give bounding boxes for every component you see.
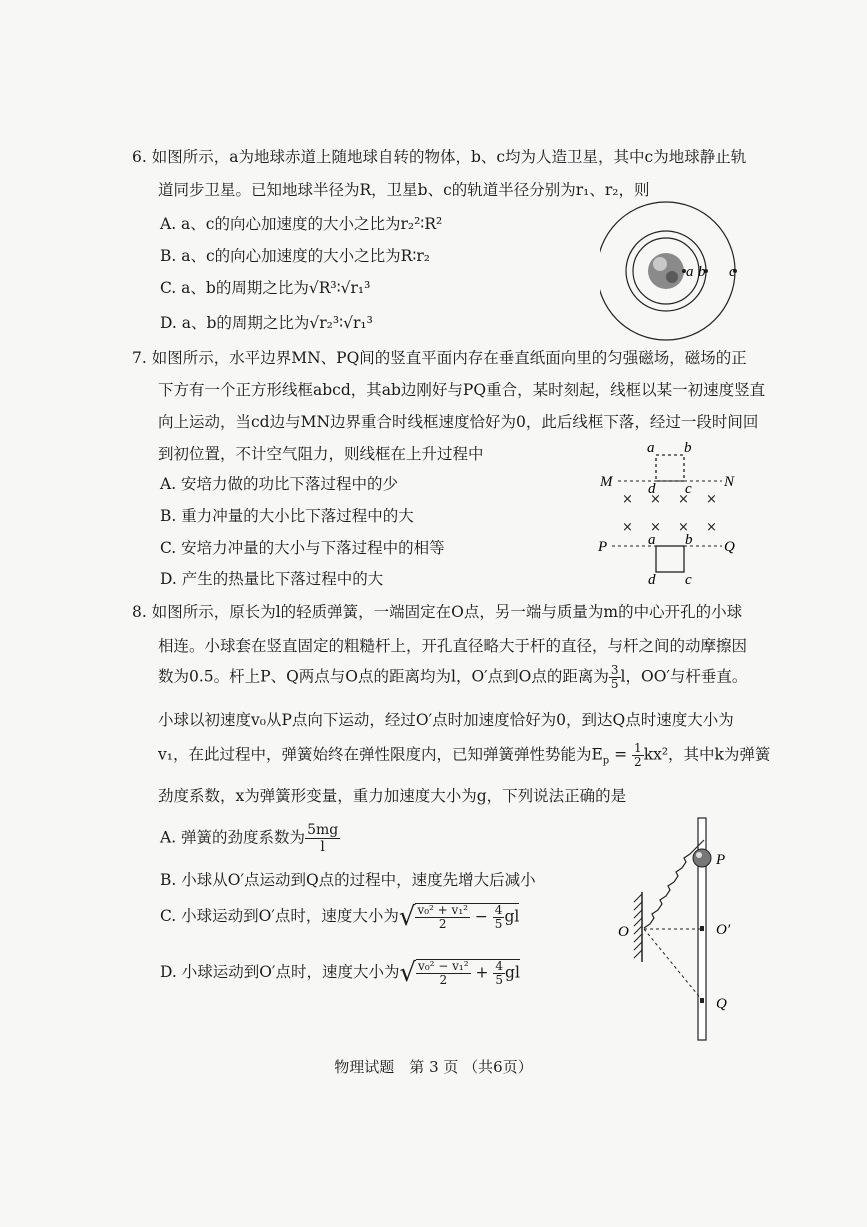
q8-option-c xyxy=(160,902,519,932)
page-footer: 物理试题 第 3 页 （共6页） xyxy=(334,1058,533,1076)
field-x: × xyxy=(650,492,661,507)
q7-option-b: B. 重力冲量的大小比下落过程中的大 xyxy=(160,507,414,525)
q6-label-a: a xyxy=(686,264,694,280)
dashed-frame xyxy=(656,455,684,481)
q8-stem-line5 xyxy=(158,742,770,769)
q8-optC-prefix: C. 小球运动到O′点时，速度大小为 xyxy=(160,907,399,925)
q6-option-c: C. a、b的周期之比为√R³∶√r₁³ xyxy=(160,279,371,297)
frac-den: l xyxy=(320,839,325,855)
q8-line3-text-b: l，OO′与杆垂直。 xyxy=(620,667,748,686)
q8-stem-line3 xyxy=(158,664,747,691)
q7-stem-line4: 到初位置，不计空气阻力，则线框在上升过程中 xyxy=(158,445,484,463)
frac-den: 2 xyxy=(438,917,447,931)
q6-stem-line1: 6. 如图所示，a为地球赤道上随地球自转的物体，b、c均为人造卫星，其中c为地球静止轨 xyxy=(132,148,747,166)
frac-num: v₀² − v₁² xyxy=(418,959,469,973)
sqrt-sign: √ xyxy=(398,902,416,932)
q7-bot-b: b xyxy=(685,532,693,548)
q8-optD-prefix: D. 小球运动到O′点时，速度大小为 xyxy=(160,963,400,981)
q8-stem-line6: 劲度系数，x为弹簧形变量，重力加速度大小为g，下列说法正确的是 xyxy=(158,787,627,805)
q7-label-M: M xyxy=(600,474,613,490)
frac-num: 4 xyxy=(495,959,504,973)
frac-num: v₀² + v₁² xyxy=(417,903,468,917)
ball xyxy=(693,849,711,867)
q8-optC-tail: gl xyxy=(504,907,520,926)
frac-den: 5 xyxy=(494,917,503,931)
fraction-4-5 xyxy=(493,904,505,931)
q8-label-Q: Q xyxy=(716,996,727,1012)
q7-option-a: A. 安培力做的功比下落过程中的少 xyxy=(160,475,399,493)
q8-stem-line1: 8. 如图所示，原长为l的轻质弹簧，一端固定在O点，另一端与质量为m的中心开孔的小球 xyxy=(132,603,743,621)
q8-line5-text-a: v₁，在此过程中，弹簧始终在弹性限度内，已知弹簧弹性势能为E xyxy=(158,745,603,764)
q7-label-N: N xyxy=(724,474,735,490)
q6-option-a: A. a、c的向心加速度的大小之比为r₂²∶R² xyxy=(160,215,443,233)
sqrt-body xyxy=(416,959,520,987)
solid-frame xyxy=(656,546,684,572)
fraction-v-diff xyxy=(416,960,470,987)
frac-den: 2 xyxy=(439,973,448,987)
q7-top-c: c xyxy=(685,481,692,497)
q7-magnetic-field-figure xyxy=(590,438,750,588)
q8-optC-op: − xyxy=(469,907,493,926)
frac-num: 4 xyxy=(494,903,503,917)
q8-option-b: B. 小球从O′点运动到Q点的过程中，速度先增大后减小 xyxy=(160,871,536,889)
q7-top-d: d xyxy=(648,481,656,497)
frac-den: 5 xyxy=(495,973,504,987)
q7-stem-line2: 下方有一个正方形线框abcd，其ab边刚好与PQ重合，某时刻起，线框以某一初速度竖直 xyxy=(158,381,766,399)
q8-optD-tail: gl xyxy=(505,963,520,982)
q6-label-b: b xyxy=(698,264,706,280)
q8-line5-text-c: kx²，其中k为弹簧 xyxy=(643,745,771,764)
q7-option-d: D. 产生的热量比下落过程中的大 xyxy=(160,570,384,588)
q7-top-b: b xyxy=(684,440,692,456)
field-x: × xyxy=(650,520,661,535)
frac-den: 5 xyxy=(610,677,619,691)
q8-line5-sub: p xyxy=(602,755,610,767)
sqrt-sign: √ xyxy=(399,958,417,988)
q8-optA-prefix: A. 弹簧的劲度系数为 xyxy=(160,828,306,847)
q6-label-c: c xyxy=(729,264,736,280)
q8-spring-rod-figure xyxy=(612,812,752,1044)
frac-num: 1 xyxy=(634,741,642,755)
field-x: × xyxy=(622,520,633,535)
frac-num: 3 xyxy=(610,663,619,677)
q8-stem-line2: 相连。小球套在竖直固定的粗糙杆上，开孔直径略大于杆的直径，与杆之间的动摩擦因 xyxy=(158,637,748,655)
q6-option-b: B. a、c的向心加速度的大小之比为R∶r₂ xyxy=(160,247,430,265)
field-x: × xyxy=(678,520,689,535)
q6-option-d: D. a、b的周期之比为√r₂³∶√r₁³ xyxy=(160,314,373,332)
fraction-v-sum xyxy=(415,904,469,931)
field-x: × xyxy=(622,492,633,507)
field-x: × xyxy=(706,492,717,507)
q8-stem-line4: 小球以初速度v₀从P点向下运动，经过O′点时加速度恰好为0，到达Q点时速度大小为 xyxy=(158,711,734,729)
earth xyxy=(648,253,684,289)
q7-bot-d: d xyxy=(648,572,656,588)
q8-option-d xyxy=(160,958,520,988)
q7-label-Q: Q xyxy=(724,539,735,555)
q8-line3-text-a: 数为0.5。杆上P、Q两点与O点的距离均为l，O′点到O点的距离为 xyxy=(158,667,609,686)
q8-label-O: O xyxy=(618,924,629,940)
fraction-4-5 xyxy=(493,960,505,987)
q6-stem-line2: 道同步卫星。已知地球半径为R，卫星b、c的轨道半径分别为r₁、r₂，则 xyxy=(158,181,650,199)
q7-bot-c: c xyxy=(685,572,692,588)
q6-orbit-figure xyxy=(600,200,780,345)
frac-num: 5mg xyxy=(307,822,339,838)
q7-bot-a: a xyxy=(648,532,656,548)
frac-den: 2 xyxy=(634,755,642,769)
q7-label-P: P xyxy=(598,539,608,555)
q7-option-c: C. 安培力冲量的大小与下落过程中的相等 xyxy=(160,539,445,557)
fraction-3-5 xyxy=(609,664,621,691)
fraction-5mg-l xyxy=(305,822,340,855)
q7-top-a: a xyxy=(647,440,655,456)
sqrt-body xyxy=(415,903,519,931)
q8-label-Oprime: O′ xyxy=(716,922,731,938)
q8-option-a xyxy=(160,822,340,855)
fraction-1-2 xyxy=(632,742,644,769)
q7-stem-line3: 向上运动，当cd边与MN边界重合时线框速度恰好为0，此后线框下落，经过一段时间回 xyxy=(158,413,759,431)
q8-label-P: P xyxy=(716,852,726,868)
q8-optD-op: + xyxy=(470,963,494,982)
q8-line5-eq: = xyxy=(609,745,633,764)
field-x: × xyxy=(706,520,717,535)
q7-stem-line1: 7. 如图所示，水平边界MN、PQ间的竖直平面内存在垂直纸面向里的匀强磁场，磁场的正 xyxy=(132,349,747,367)
line-OQ xyxy=(644,929,702,1000)
field-x: × xyxy=(678,492,689,507)
